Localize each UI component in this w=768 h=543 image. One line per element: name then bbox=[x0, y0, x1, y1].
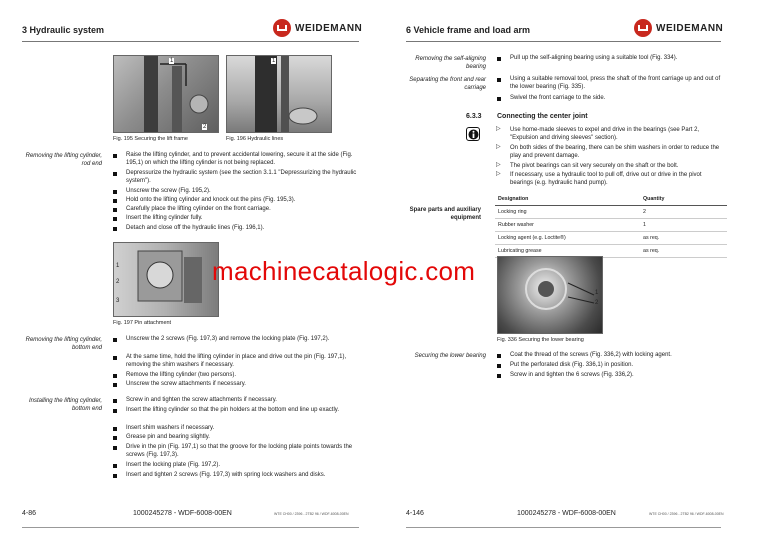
figure-196-caption: Fig. 196 Hydraulic lines bbox=[226, 136, 284, 142]
right-page-header: 6 Vehicle frame and load arm bbox=[406, 25, 531, 35]
list-item: ▷ Use home-made sleeves to expel and drive in the bearings (see Part 2, "Expulsion and driving sleeves" section). bbox=[496, 126, 700, 141]
left-page-header: 3 Hydraulic system bbox=[22, 25, 105, 35]
footer-code: WTE CH00 / 2396 - 2TB2 96 / WDF-6008-00EN bbox=[274, 512, 349, 516]
section-number: 6.3.3 bbox=[466, 113, 482, 120]
table-row: Lubricating grease as req. bbox=[495, 245, 727, 258]
fig197-callout-3: 3 bbox=[116, 298, 120, 304]
weidemann-logo-icon bbox=[273, 19, 291, 37]
table-row: Rubber washer 1 bbox=[495, 219, 727, 232]
list-item: ▷ On both sides of the bearing, there can be shim washers in order to reduce the play and prevent damage. bbox=[496, 144, 720, 159]
spare-parts-label: Spare parts and auxiliary equipment bbox=[409, 207, 481, 221]
fig336-callout-2: 2 bbox=[595, 300, 599, 306]
pin-attachment-drawing bbox=[114, 243, 218, 316]
figure-195-photo bbox=[113, 55, 219, 133]
lift-frame-drawing bbox=[114, 56, 218, 132]
document-number: 1000245278 - WDF-6008-00EN bbox=[133, 510, 232, 517]
brand-name: WEIDEMANN bbox=[295, 22, 363, 34]
lower-bearing-drawing bbox=[498, 257, 602, 333]
table-row: Locking agent (e.g. Loctite®) as req. bbox=[495, 232, 727, 245]
left-page: 3 Hydraulic system WEIDEMANN 1 2 Fig. 195 Securing the lift frame 1 Fig. 196 Hydraulic lines Removing the lifting cylinder, rod end Raise the lifting cylinder, and to prevent accidental lowering, secure it at the side (Fig. 195,1) on which the lifting cylinder is not being replaced. Depressurize the hydraulic system (see the section 3.1.1 "Depressurizing the hydraulic system"). Unscrew the screw (Fig. 195,2). Hold onto the lifting cylinder and knock out the pins (Fig. 195,3). Carefully place the lifting cylinder on the front carriage. Insert the lifting cylinder fully. Detach and close off the hydraulic lines (Fig. 196,1). 1 2 3 Fig. 197 Pin attachment Removing the lifting cylinder, bottom end Unscrew the 2 screws (Fig. 197,3) and remove the locking plate (Fig. 197,2). At the same time, hold the lifting cylinder in place and drive out the pin (Fig. 197,1), removing the shim washers if necessary. Remove the lifting cylinder (two persons). Unscrew the screw attachments if necessary. Installing the lifting cylinder, bottom end Screw in and tighten the screw attachments if necessary. Insert the lifting cylinder so that the pin holders at the bottom end line up exactly. Insert shim washers if necessary. Grease pin and bearing slightly. Drive in the pin (Fig. 197,1) so that the groove for the locking plate points towards the screws (Fig. 197,3). Insert the locking plate (Fig. 197,2). Insert and tighten 2 screws (Fig. 197,3) with spring lock washers and disks. 4-86 1000245278 - WDF-6008-00EN WTE CH00 / 2396 - 2TB2 96 / WDF-6008-00EN bbox=[0, 0, 384, 543]
header-divider bbox=[22, 41, 359, 42]
section-removing-bottom-end-label: Removing the lifting cylinder, bottom end bbox=[25, 337, 102, 351]
table-header-designation: Designation bbox=[495, 193, 640, 206]
section-securing-label: Securing the lower bearing bbox=[414, 353, 486, 359]
header-divider bbox=[406, 41, 721, 42]
info-icon bbox=[466, 127, 480, 141]
table-header-quantity: Quantity bbox=[640, 193, 727, 206]
page-number: 4-146 bbox=[406, 510, 424, 517]
section-removing-rod-end-label: Removing the lifting cylinder, rod end bbox=[25, 153, 102, 167]
footer-divider bbox=[406, 527, 721, 528]
footer-divider bbox=[22, 527, 359, 528]
list-item: Raise the lifting cylinder, and to prevent accidental lowering, secure it at the side (Fig. 195,1) on which the lifting cylinder is not being replaced. bbox=[113, 152, 361, 168]
brand-logo bbox=[273, 19, 362, 37]
hydraulic-lines-drawing bbox=[227, 56, 331, 132]
section-title: Connecting the center joint bbox=[497, 113, 588, 120]
right-page: 6 Vehicle frame and load arm WEIDEMANN Removing the self-aligning bearing Pull up the self-aligning bearing using a suitable tool (Fig. 334). Separating the front and rear carriage Using a suitable removal tool, press the shaft of the front carriage up and out of the lower bearing (Fig. 335). Swivel the front carriage to the side. 6.3.3 Connecting the center joint ▷ Use home-made sleeves to expel and drive in the bearings (see Part 2, "Expulsion and driving sleeves" section). ▷ On both sides of the bearing, there can be shim washers in order to reduce the play and prevent damage. ▷ The pivot bearings can sit very securely on the shaft or the bolt. ▷ If necessary, use a hydraulic tool to pull off, drive out or drive in the pivot bearings (e.g. hydraulic hand pump). Spare parts and auxiliary equipment Designation Quantity Locking ring 2 Rubber washer 1 Locking agent (e.g. Loctite®) as req. Lubricating grease as req. 1 2 Fig. 336 Securing the lower bearing Securing the lower bearing Coat the thread of the screws (Fig. 336,2) with locking agent. Put the perforated disk (Fig. 336,1) in position. Screw in and tighten the 6 screws (Fig. 336,2). 4-146 1000245278 - WDF-6008-00EN WTE CH00 / 2396 - 2TB2 96 / WDF-6008-00EN bbox=[384, 0, 768, 543]
fig197-callout-1: 1 bbox=[116, 263, 120, 269]
document-number: 1000245278 - WDF-6008-00EN bbox=[517, 510, 616, 517]
list-item: Insert the lifting cylinder so that the pin holders at the bottom end line up exactly. bbox=[113, 407, 361, 423]
list-item: Depressurize the hydraulic system (see the section 3.1.1 "Depressurizing the hydraulic system"). bbox=[113, 170, 361, 186]
spare-parts-table bbox=[495, 193, 727, 258]
fig195-callout-2: 2 bbox=[203, 124, 207, 130]
fig195-callout-1: 1 bbox=[170, 58, 174, 64]
table-header-row bbox=[495, 193, 727, 206]
fig336-callout-1: 1 bbox=[595, 290, 599, 296]
list-item: Unscrew the 2 screws (Fig. 197,3) and remove the locking plate (Fig. 197,2). bbox=[113, 336, 361, 352]
watermark-text: machinecatalogic.com bbox=[212, 256, 476, 286]
section-self-aligning-label: Removing the self-aligning bearing bbox=[415, 56, 486, 70]
figure-195-caption: Fig. 195 Securing the lift frame bbox=[113, 136, 188, 142]
figure-336-photo bbox=[497, 256, 603, 334]
fig197-callout-2: 2 bbox=[116, 279, 120, 285]
list-item: At the same time, hold the lifting cylinder in place and drive out the pin (Fig. 197,1), removing the shim washers if necessary. bbox=[113, 354, 361, 370]
figure-197-caption: Fig. 197 Pin attachment bbox=[113, 320, 172, 326]
weidemann-logo-icon bbox=[634, 19, 652, 37]
brand-logo bbox=[634, 19, 723, 37]
footer-code: WTE CH00 / 2396 - 2TB2 96 / WDF-6008-00EN bbox=[649, 512, 724, 516]
fig196-callout-1: 1 bbox=[272, 58, 276, 64]
section-installing-bottom-end-label: Installing the lifting cylinder, bottom end bbox=[28, 398, 102, 412]
page-number: 4-86 bbox=[22, 510, 37, 517]
list-item: ▷ If necessary, use a hydraulic tool to pull off, drive out or drive in the pivot bearings (e.g. hydraulic hand pump). bbox=[496, 171, 702, 186]
section-separating-label: Separating the front and rear carriage bbox=[409, 77, 486, 91]
figure-196-photo bbox=[226, 55, 332, 133]
list-item: Using a suitable removal tool, press the shaft of the front carriage up and out of the lower bearing (Fig. 335). bbox=[497, 76, 722, 92]
table-row: Locking ring 2 bbox=[495, 206, 727, 219]
brand-name: WEIDEMANN bbox=[656, 22, 724, 34]
figure-197-photo bbox=[113, 242, 219, 317]
figure-336-caption: Fig. 336 Securing the lower bearing bbox=[497, 337, 584, 343]
list-item: Drive in the pin (Fig. 197,1) so that the groove for the locking plate points towards the screws (Fig. 197,3). bbox=[113, 444, 361, 460]
